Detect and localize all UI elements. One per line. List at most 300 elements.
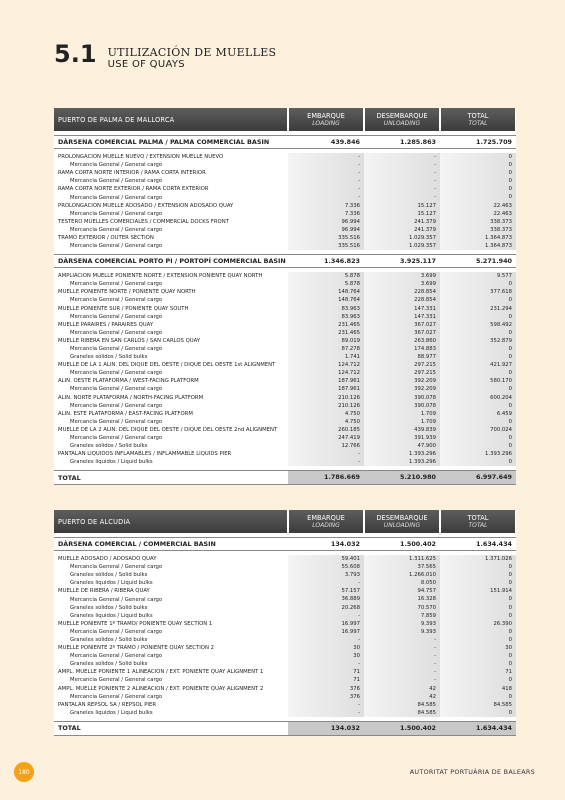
row-value: 16.328 xyxy=(364,595,440,603)
row-label: PROLONGACIÓN MUELLE NUEVO / EXTENSION MUELLE NUEVO xyxy=(58,154,224,161)
total-value: 1.634.434 xyxy=(440,722,516,735)
quay-row xyxy=(54,555,516,563)
row-value: 0 xyxy=(440,434,516,442)
row-value: - xyxy=(288,450,364,458)
row-value: 5.878 xyxy=(288,272,364,280)
basin-value: 1.285.863 xyxy=(400,138,436,146)
column-header-en: TOTAL xyxy=(468,119,488,127)
row-value: - xyxy=(364,652,440,660)
row-label: Mercancía General / General cargo xyxy=(70,243,163,250)
cargo-row xyxy=(54,280,516,288)
row-label: Graneles sólidos / Solid bulks xyxy=(70,661,148,668)
row-value: 231.294 xyxy=(440,305,516,313)
row-value: - xyxy=(364,185,440,193)
row-value: - xyxy=(364,644,440,652)
row-label: MUELLE DE RIBERA / RIBERA QUAY xyxy=(58,588,150,595)
row-value: 16.997 xyxy=(288,620,364,628)
quay-row xyxy=(54,272,516,280)
row-label: ALIN. OESTE PLATAFORMA / WEST-FACING PLATFORM xyxy=(58,378,199,385)
row-value: 148.764 xyxy=(288,296,364,304)
row-value: 335.516 xyxy=(288,234,364,242)
quay-row xyxy=(54,153,516,161)
row-value: 22.463 xyxy=(440,210,516,218)
cargo-row xyxy=(54,676,516,684)
column-header xyxy=(365,510,439,533)
row-value: 84.585 xyxy=(364,709,440,717)
row-value: 580.170 xyxy=(440,377,516,385)
row-value: 598.492 xyxy=(440,321,516,329)
row-value: 26.390 xyxy=(440,620,516,628)
row-label: MUELLE RIBERA EN SAN CARLOS / SAN CARLOS QUAY xyxy=(58,337,201,344)
total-label: TOTAL xyxy=(58,724,81,733)
row-value: 42 xyxy=(364,693,440,701)
row-value: 247.419 xyxy=(288,434,364,442)
row-label: Graneles sólidos / Solid bulks xyxy=(70,604,148,611)
section-number: 5.1 xyxy=(54,40,97,68)
row-value: 4.750 xyxy=(288,410,364,418)
row-label: Mercancía General / General cargo xyxy=(70,693,163,700)
row-value: 231.465 xyxy=(288,329,364,337)
cargo-row xyxy=(54,652,516,660)
row-value: - xyxy=(364,676,440,684)
cargo-row xyxy=(54,296,516,304)
row-value: 71 xyxy=(288,676,364,684)
row-label: Graneles líquidos / Liquid bulks xyxy=(70,580,153,587)
column-header-es: EMBARQUE xyxy=(307,513,345,522)
row-value: 7.336 xyxy=(288,202,364,210)
row-value: 3.699 xyxy=(364,280,440,288)
column-header xyxy=(441,510,515,533)
row-value: 390.078 xyxy=(364,394,440,402)
row-value: 9.393 xyxy=(364,620,440,628)
row-value: - xyxy=(288,701,364,709)
row-value: 0 xyxy=(440,709,516,717)
basin-value: 1.634.434 xyxy=(476,540,512,548)
section-title-es: UTILIZACIÓN DE MUELLES xyxy=(107,46,277,59)
cargo-row xyxy=(54,612,516,620)
row-value: 210.126 xyxy=(288,402,364,410)
row-value: 1.364.873 xyxy=(440,242,516,250)
column-header-en: TOTAL xyxy=(468,521,488,529)
row-label: Graneles líquidos / Liquid bulks xyxy=(70,612,153,619)
row-label: PANTALAN LIQUIDOS INFLAMABLES / INFLAMMABLE LIQUIDS PIER xyxy=(58,451,232,458)
row-label: Graneles sólidos / Solid bulks xyxy=(70,572,148,579)
column-header xyxy=(441,108,515,131)
row-value: 1.709 xyxy=(364,418,440,426)
row-value: 0 xyxy=(440,579,516,587)
row-value: 3.793 xyxy=(288,571,364,579)
row-value: 376 xyxy=(288,693,364,701)
row-label: Mercancía General / General cargo xyxy=(70,596,163,603)
row-label: AMPLIACION MUELLE PONIENTE NORTE / EXTENSION PONIENTE QUAY NORTH xyxy=(58,273,263,280)
row-label: MUELLE PONIENTE SUR / PONIENTE QUAY SOUTH xyxy=(58,305,189,312)
cargo-row xyxy=(54,242,516,250)
row-value: - xyxy=(288,579,364,587)
row-value: 390.078 xyxy=(364,402,440,410)
quay-row xyxy=(54,185,516,193)
basin-value: 439.846 xyxy=(330,138,360,146)
row-value: 297.215 xyxy=(364,361,440,369)
row-label: AMPL. MUELLE PONIENTE 1 ALINEACIÓN / EXT. PONIENTE QUAY ALIGNMENT 1 xyxy=(58,669,264,676)
section-title-en: USE OF QUAYS xyxy=(107,59,185,70)
row-value: 71 xyxy=(288,668,364,676)
column-header-en: LOADING xyxy=(312,521,340,529)
row-label: Graneles líquidos / Liquid bulks xyxy=(70,709,153,716)
row-value: - xyxy=(364,660,440,668)
row-value: 439.839 xyxy=(364,426,440,434)
row-value: 30 xyxy=(440,644,516,652)
row-value: 0 xyxy=(440,193,516,201)
basin-value: 5.271.940 xyxy=(476,257,512,266)
quay-row xyxy=(54,169,516,177)
row-value: 0 xyxy=(440,676,516,684)
row-value: 0 xyxy=(440,442,516,450)
row-value: 0 xyxy=(440,563,516,571)
row-value: 174.883 xyxy=(364,345,440,353)
row-value: 148.764 xyxy=(288,288,364,296)
row-label: Mercancía General / General cargo xyxy=(70,386,163,393)
row-label: Mercancía General / General cargo xyxy=(70,370,163,377)
column-header xyxy=(289,510,363,533)
row-value: - xyxy=(288,153,364,161)
row-value: - xyxy=(288,161,364,169)
quay-row xyxy=(54,218,516,226)
row-label: Mercancía General / General cargo xyxy=(70,281,163,288)
row-value: 0 xyxy=(440,385,516,393)
cargo-row xyxy=(54,709,516,717)
row-value: 241.379 xyxy=(364,226,440,234)
quay-row xyxy=(54,377,516,385)
row-value: - xyxy=(288,660,364,668)
quay-row xyxy=(54,620,516,628)
quay-row xyxy=(54,644,516,652)
row-value: 9.577 xyxy=(440,272,516,280)
row-label: Mercancía General / General cargo xyxy=(70,329,163,336)
row-value: - xyxy=(364,177,440,185)
row-label: RAMA CORTA NORTE EXTERIOR / RAMA CORTA EXTERIOR xyxy=(58,186,209,193)
cargo-row xyxy=(54,628,516,636)
row-value: - xyxy=(364,169,440,177)
row-value: 263.860 xyxy=(364,337,440,345)
row-label: Mercancía General / General cargo xyxy=(70,210,163,217)
table-header xyxy=(54,108,516,131)
row-label: MUELLE DE LA 2 ALIN. DEL DIQUE DEL OESTE / DIQUE DEL OESTE 2nd ALIGNMENT xyxy=(58,426,278,433)
row-label: Mercancía General / General cargo xyxy=(70,564,163,571)
row-value: - xyxy=(288,709,364,717)
row-label: Mercancía General / General cargo xyxy=(70,313,163,320)
cargo-row xyxy=(54,418,516,426)
column-header-en: UNLOADING xyxy=(383,119,421,127)
row-value: - xyxy=(288,193,364,201)
basin-value: 1.500.402 xyxy=(400,540,436,548)
row-value: 0 xyxy=(440,329,516,337)
cargo-row xyxy=(54,369,516,377)
row-label: RAMA CORTA NORTE INTERIOR / RAMA CORTA INTERIOR xyxy=(58,170,206,177)
row-label: Graneles sólidos / Solid bulks xyxy=(70,443,148,450)
row-value: 1.393.296 xyxy=(364,458,440,466)
quay-row xyxy=(54,305,516,313)
row-value: 15.127 xyxy=(364,210,440,218)
row-value: 392.209 xyxy=(364,385,440,393)
basin-label: DÀRSENA COMERCIAL PALMA / PALMA COMMERCIAL BASIN xyxy=(58,138,270,146)
cargo-row xyxy=(54,177,516,185)
quay-row xyxy=(54,587,516,595)
cargo-row xyxy=(54,434,516,442)
row-value: 96.994 xyxy=(288,226,364,234)
column-header-es: EMBARQUE xyxy=(307,111,345,120)
section-header xyxy=(54,40,276,70)
row-value: 391.939 xyxy=(364,434,440,442)
quay-row xyxy=(54,426,516,434)
cargo-row xyxy=(54,660,516,668)
cargo-row xyxy=(54,571,516,579)
row-value: 83.963 xyxy=(288,305,364,313)
row-value: 42 xyxy=(364,685,440,693)
row-value: 83.963 xyxy=(288,313,364,321)
quay-row xyxy=(54,685,516,693)
row-value: 15.127 xyxy=(364,202,440,210)
row-value: 71 xyxy=(440,668,516,676)
column-header-en: UNLOADING xyxy=(383,521,421,529)
row-value: 297.215 xyxy=(364,369,440,377)
row-value: 600.204 xyxy=(440,394,516,402)
row-value: - xyxy=(288,177,364,185)
row-value: 367.027 xyxy=(364,329,440,337)
quay-row xyxy=(54,668,516,676)
quay-row xyxy=(54,288,516,296)
row-label: MUELLE PONIENTE 2º TRAMO / PONIENTE QUAY SECTION 2 xyxy=(58,645,214,652)
row-value: 70.570 xyxy=(364,604,440,612)
section-title xyxy=(108,46,277,70)
cargo-row xyxy=(54,595,516,603)
cargo-row xyxy=(54,161,516,169)
basin-value: 1.346.823 xyxy=(324,257,360,266)
cargo-row xyxy=(54,636,516,644)
cargo-row xyxy=(54,604,516,612)
row-value: 0 xyxy=(440,369,516,377)
row-label: Mercancía General / General cargo xyxy=(70,178,163,185)
row-value: 1.029.357 xyxy=(364,242,440,250)
row-value: 84.585 xyxy=(364,701,440,709)
row-value: 0 xyxy=(440,161,516,169)
row-value: 5.878 xyxy=(288,280,364,288)
row-value: 1.364.873 xyxy=(440,234,516,242)
column-header xyxy=(289,108,363,131)
row-value: 0 xyxy=(440,345,516,353)
quay-row xyxy=(54,234,516,242)
quay-rows xyxy=(54,555,516,717)
row-label: Mercancía General / General cargo xyxy=(70,653,163,660)
quay-table xyxy=(54,510,516,736)
row-value: 59.401 xyxy=(288,555,364,563)
basin-row xyxy=(54,537,516,551)
row-value: 0 xyxy=(440,693,516,701)
row-label: Mercancía General / General cargo xyxy=(70,194,163,201)
row-value: 7.336 xyxy=(288,210,364,218)
row-label: PANTALAN REPSOL SA / REPSOL PIER xyxy=(58,701,157,708)
quay-row xyxy=(54,361,516,369)
quay-table xyxy=(54,108,516,485)
row-value: 6.459 xyxy=(440,410,516,418)
cargo-row xyxy=(54,693,516,701)
row-value: 0 xyxy=(440,612,516,620)
port-name: PUERTO DE PALMA DE MALLORCA xyxy=(54,108,287,131)
row-value: 392.209 xyxy=(364,377,440,385)
cargo-row xyxy=(54,210,516,218)
row-value: 418 xyxy=(440,685,516,693)
row-value: 421.927 xyxy=(440,361,516,369)
column-header xyxy=(365,108,439,131)
basin-label: DÀRSENA COMERCIAL / COMMERCIAL BASIN xyxy=(58,540,216,548)
row-value: 338.373 xyxy=(440,226,516,234)
row-value: - xyxy=(364,636,440,644)
row-value: 0 xyxy=(440,402,516,410)
row-value: 1.741 xyxy=(288,353,364,361)
row-value: 1.371.026 xyxy=(440,555,516,563)
row-value: 376 xyxy=(288,685,364,693)
basin-value: 3.925.117 xyxy=(400,257,436,266)
row-value: 151.914 xyxy=(440,587,516,595)
row-value: 0 xyxy=(440,595,516,603)
row-label: MUELLE DE LA 1 ALIN. DEL DIQUE DEL OESTE / DIQUE DEL OESTE 1st ALIGNMENT xyxy=(58,362,276,369)
cargo-row xyxy=(54,329,516,337)
row-label: Mercancía General / General cargo xyxy=(70,162,163,169)
cargo-row xyxy=(54,345,516,353)
row-label: Mercancía General / General cargo xyxy=(70,435,163,442)
row-value: 84.585 xyxy=(440,701,516,709)
row-value: 0 xyxy=(440,313,516,321)
row-value: 57.157 xyxy=(288,587,364,595)
row-value: 187.961 xyxy=(288,385,364,393)
row-label: TRAMO EXTERIOR / OUTER SECTION xyxy=(58,234,154,241)
row-value: 338.373 xyxy=(440,218,516,226)
row-value: 37.565 xyxy=(364,563,440,571)
row-value: 88.977 xyxy=(364,353,440,361)
total-value: 1.786.669 xyxy=(288,471,364,484)
row-label: Mercancía General / General cargo xyxy=(70,628,163,635)
table-header xyxy=(54,510,516,533)
total-value: 6.997.649 xyxy=(440,471,516,484)
row-label: ALIN. ESTE PLATAFORMA / EAST-FACING PLATFORM xyxy=(58,410,193,417)
row-label: MUELLE PONIENTE 1º TRAMO/ PONIENTE QUAY SECTION 1 xyxy=(58,620,213,627)
row-value: 89.019 xyxy=(288,337,364,345)
row-label: MUELLE PARAIRES / PARAIRES QUAY xyxy=(58,321,154,328)
row-value: 3.699 xyxy=(364,272,440,280)
row-label: Graneles sólidos / Solid bulks xyxy=(70,354,148,361)
cargo-row xyxy=(54,313,516,321)
row-value: 7.859 xyxy=(364,612,440,620)
column-header-en: LOADING xyxy=(312,119,340,127)
row-value: 1.029.357 xyxy=(364,234,440,242)
row-label: Mercancía General / General cargo xyxy=(70,677,163,684)
row-value: 1.266.010 xyxy=(364,571,440,579)
quay-row xyxy=(54,450,516,458)
row-value: 0 xyxy=(440,458,516,466)
row-label: Mercancía General / General cargo xyxy=(70,402,163,409)
row-value: 8.050 xyxy=(364,579,440,587)
row-value: 0 xyxy=(440,636,516,644)
row-value: 1.393.296 xyxy=(440,450,516,458)
column-header-es: DESEMBARQUE xyxy=(376,513,428,522)
basin-row xyxy=(54,254,516,268)
row-value: - xyxy=(288,458,364,466)
column-header-es: TOTAL xyxy=(467,513,489,522)
row-value: 0 xyxy=(440,652,516,660)
page-footer xyxy=(14,762,551,782)
row-label: PROLONGACIÓN MUELLE ADOSADO / EXTENSION ADOSADO QUAY xyxy=(58,202,234,209)
row-value: 30 xyxy=(288,652,364,660)
row-value: 0 xyxy=(440,296,516,304)
row-value: 231.465 xyxy=(288,321,364,329)
column-header-es: DESEMBARQUE xyxy=(376,111,428,120)
row-value: 4.750 xyxy=(288,418,364,426)
row-value: 228.854 xyxy=(364,288,440,296)
row-label: Graneles sólidos / Solid bulks xyxy=(70,636,148,643)
row-label: TESTERO MUELLES COMERCIALES / COMMERCIAL DOCKS FRONT xyxy=(58,218,229,225)
row-value: 1.311.625 xyxy=(364,555,440,563)
row-value: 55.608 xyxy=(288,563,364,571)
quay-row xyxy=(54,410,516,418)
quay-row xyxy=(54,202,516,210)
cargo-row xyxy=(54,402,516,410)
row-value: 1.393.296 xyxy=(364,450,440,458)
row-value: 9.393 xyxy=(364,628,440,636)
cargo-row xyxy=(54,579,516,587)
row-value: 0 xyxy=(440,153,516,161)
row-value: 0 xyxy=(440,177,516,185)
total-row xyxy=(54,470,516,485)
row-value: 210.126 xyxy=(288,394,364,402)
cargo-row xyxy=(54,563,516,571)
row-value: 36.889 xyxy=(288,595,364,603)
row-value: 147.331 xyxy=(364,305,440,313)
row-value: 94.757 xyxy=(364,587,440,595)
port-name: PUERTO DE ALCUDIA xyxy=(54,510,287,533)
page-number: 180 xyxy=(14,762,34,782)
row-label: Mercancía General / General cargo xyxy=(70,418,163,425)
basin-row xyxy=(54,135,516,149)
cargo-row xyxy=(54,226,516,234)
row-value: - xyxy=(364,668,440,676)
row-label: Graneles líquidos / Liquid bulks xyxy=(70,459,153,466)
basin-value: 1.725.709 xyxy=(476,138,512,146)
row-label: AMPL. MUELLE PONIENTE 2 ALINEACIÓN / EXT. PONIENTE QUAY ALIGNMENT 2 xyxy=(58,685,264,692)
row-value: 228.854 xyxy=(364,296,440,304)
row-value: 0 xyxy=(440,280,516,288)
row-value: - xyxy=(288,612,364,620)
row-value: 12.766 xyxy=(288,442,364,450)
row-value: 147.331 xyxy=(364,313,440,321)
basin-value: 134.032 xyxy=(330,540,360,548)
quay-rows xyxy=(54,272,516,466)
row-value: 335.516 xyxy=(288,242,364,250)
row-value: 0 xyxy=(440,169,516,177)
row-value: 367.027 xyxy=(364,321,440,329)
quay-row xyxy=(54,337,516,345)
row-value: 96.994 xyxy=(288,218,364,226)
total-value: 5.210.980 xyxy=(364,471,440,484)
quay-row xyxy=(54,321,516,329)
row-value: 0 xyxy=(440,604,516,612)
quay-row xyxy=(54,394,516,402)
row-label: ALIN. NORTE PLATAFORMA / NORTH-FACING PLATFORM xyxy=(58,394,204,401)
row-value: 16.997 xyxy=(288,628,364,636)
total-value: 1.500.402 xyxy=(364,722,440,735)
row-value: 30 xyxy=(288,644,364,652)
row-value: 87.278 xyxy=(288,345,364,353)
row-value: 0 xyxy=(440,185,516,193)
row-value: 22.463 xyxy=(440,202,516,210)
